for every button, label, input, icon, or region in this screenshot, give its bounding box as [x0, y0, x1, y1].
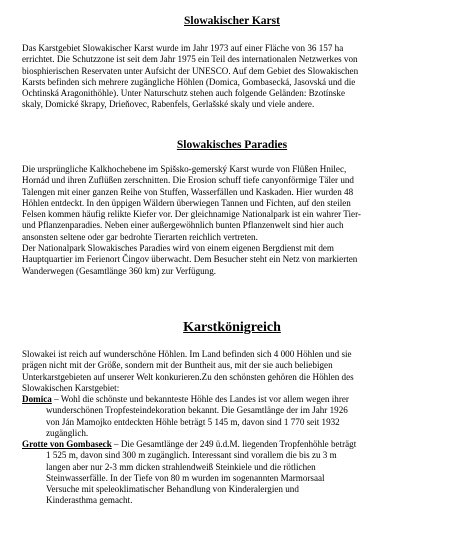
- text-line: biosphierischen Reservaten unter Aufsicht der UNESCO. Auf dem Gebiet des Slowakischen: [22, 65, 359, 76]
- text-line: Ochtinská Aragonithöhle). Unter Naturschutz stehen auch folgende Geländen: Bzotínske: [22, 88, 345, 99]
- text-line: Hornád und ihren Zuflüßen zerschnitten. Die Erosion schuff tiefe canyonförmige Täler und: [22, 175, 354, 186]
- text-line: Versuche mit speleoklimatischer Behandlung von Kinderalergien und: [46, 484, 299, 495]
- section-title: Slowakischer Karst: [184, 15, 280, 27]
- text-line: [22, 394, 442, 405]
- section-body: [22, 43, 442, 111]
- text-line: prägen nicht mit der Größe, sondern mit der Buntheit aus, mit der sie auch beliebigen: [22, 360, 333, 371]
- text-line: Die ursprüngliche Kalkhochebene im Spišsko-gemerský Karst wurde von Flüßen Hnilec,: [22, 164, 347, 174]
- entry-text: – Die Gesamtlänge der 249 ü.d.M. liegenden Tropfenhöhle beträgt: [111, 439, 357, 449]
- text-line: von Ján Mamojko entdeckten Höhle beträgt 5 145 m, davon sind 1 770 seit 1932: [46, 416, 340, 427]
- entry-grotte-von-gombaseck: [22, 439, 442, 507]
- text-line: Kinderasthma gemacht.: [46, 495, 133, 506]
- text-line: Steinwasserfälle. In der Tiefe von 80 m wurden im sogenannten Marmorsaal: [46, 472, 325, 483]
- paragraph: [22, 43, 442, 111]
- text-line: Das Karstgebiet Slowakischer Karst wurde im Jahr 1973 auf einer Fläche von 36 157 ha: [22, 43, 344, 53]
- text-line: wunderschönen Tropfesteindekoration bekannt. Die Gesamtlänge der im Jahr 1926: [46, 405, 348, 416]
- paragraph: [22, 349, 442, 394]
- text-line: Karsts befinden sich mehrere zugängliche Höhlen (Domica, Gombasecká, Jasovská und die: [22, 76, 356, 87]
- text-line: Unterkarstgebieten auf unserer Welt konkurieren.Zu den schönsten gehören die Höhlen des: [22, 371, 354, 382]
- text-line: Talengen mit einer ganzen Reihe von Stuffen, Wasserfällen und Kaskaden. Hier wurden 48: [22, 186, 354, 197]
- text-line: errichtet. Die Schutzzone ist seit dem Jahr 1975 ein Teil des internationalen Netzwerkes von: [22, 54, 358, 65]
- section-title: Slowakisches Paradies: [176, 139, 288, 151]
- entry-term: Grotte von Gombaseck: [22, 439, 112, 449]
- text-line: Hauptquartier im Ferienort Čingov überwacht. Dem Besucher steht ein Netz von markierten: [22, 254, 358, 265]
- text-line: Slowakei ist reich auf wunderschöne Höhlen. Im Land befinden sich 4 000 Höhlen und sie: [22, 349, 352, 359]
- text-line: Der Nationalpark Slowakisches Paradies wird von einem eigenen Bergdienst mit dem: [22, 243, 334, 254]
- text-line: 1 525 m, davon sind 300 m zugänglich. Interessant sind vorallem die bis zu 3 m: [46, 450, 337, 461]
- text-line: Slowakischen Karstgebiet:: [22, 382, 120, 393]
- entry-domica: [22, 394, 442, 439]
- entry-text: – Wohl die schönste und bekannteste Höhle des Landes ist vor allem wegen ihrer: [51, 394, 349, 404]
- text-line: langen aber nur 2-3 mm dicken strahlendweiß Steinkiele und die rötlichen: [46, 461, 316, 472]
- main-title: Karstkönigreich: [183, 320, 281, 335]
- text-line: Felsen kommen häufig relikte Kiefer vor. Der gleichnamige Nationalpark ist ein wahrer Tier-: [22, 209, 361, 220]
- text-line: zugänglich.: [46, 427, 89, 438]
- text-line: ansonsten seltene oder gar bedrohte Tierarten reichlich vertreten.: [22, 231, 258, 242]
- section-slowakisches-paradies: [22, 138, 442, 152]
- section-body: [22, 164, 442, 277]
- text-line: Wanderwegen (Gesamtlänge 360 km) zur Verfügung.: [22, 265, 217, 276]
- section-karstkoenigreich: [22, 319, 442, 336]
- main-intro: [22, 349, 442, 394]
- text-line: Höhlen entdeckt. In den üppigen Wäldern überwiegen Tannen und Fichten, auf den steilen: [22, 197, 351, 208]
- text-line: [22, 439, 442, 450]
- text-line: und Pflanzenparadies. Neben einer außergewöhnlich bunten Pflanzenwelt sind hier auch: [22, 220, 344, 231]
- paragraph: [22, 164, 442, 277]
- text-line: skaly, Domické škrapy, Drieňovec, Rabenfels, Gerlašské skaly und viele andere.: [22, 99, 315, 110]
- entry-term: Domica: [22, 394, 52, 404]
- section-slowakischer-karst: [22, 14, 442, 28]
